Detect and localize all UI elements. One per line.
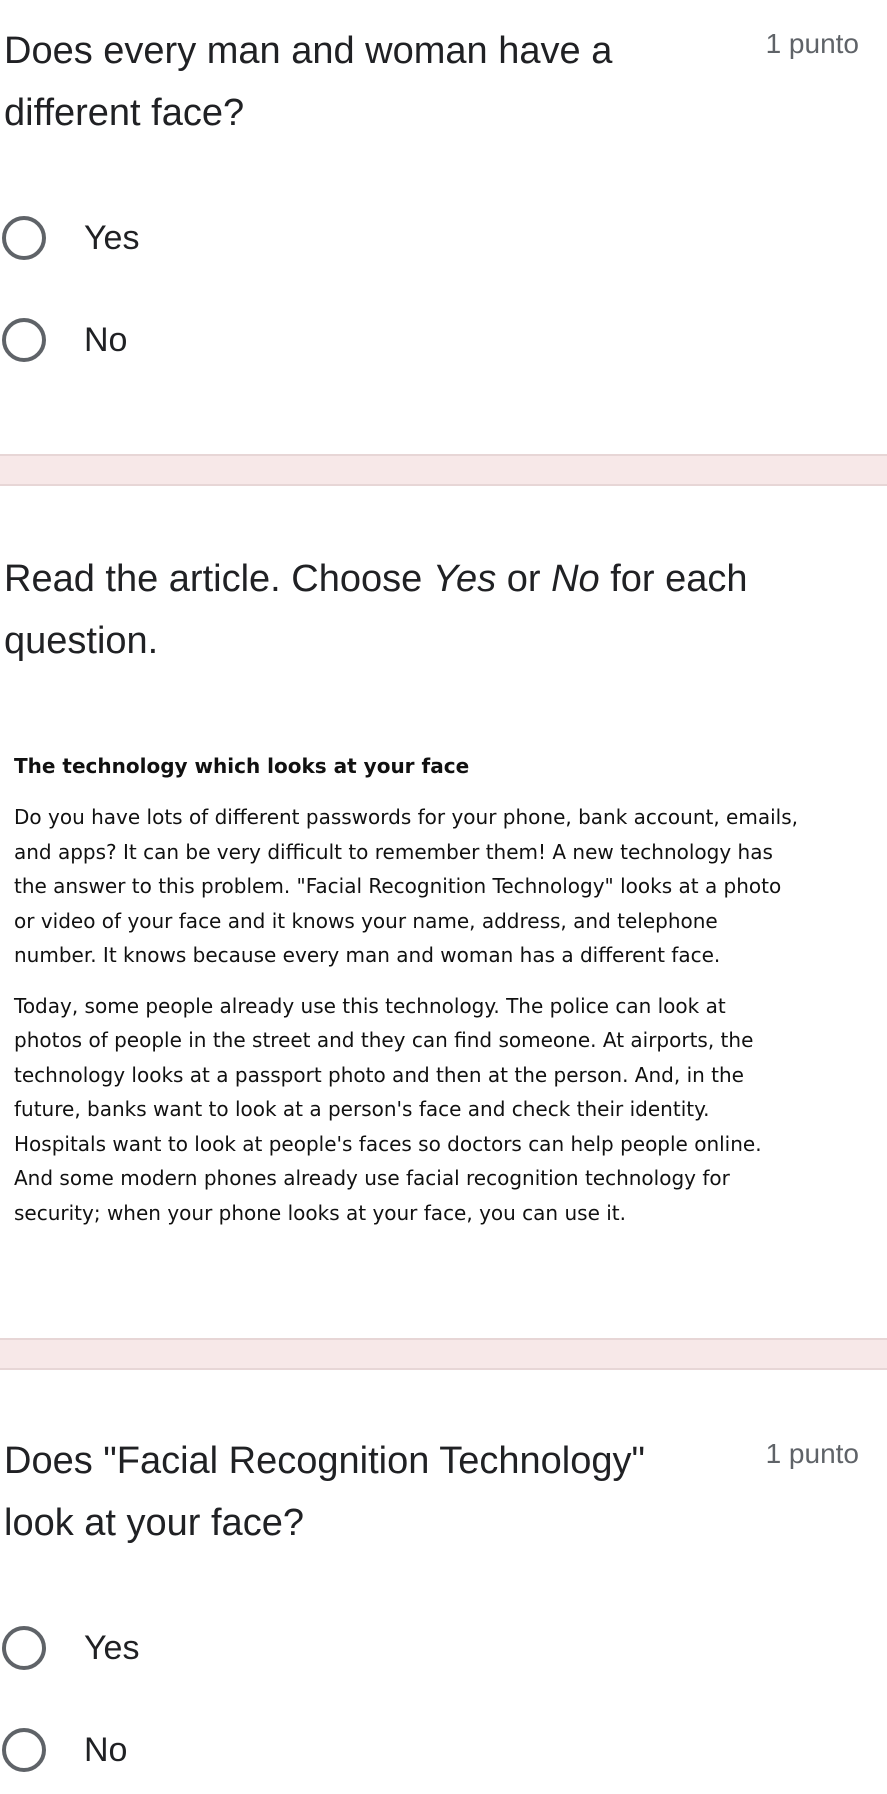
article-line: Do you have lots of different passwords for your phone, bank account, emails,: [14, 805, 798, 829]
question-points: 1 punto: [765, 28, 859, 59]
question-card-2: [0, 1430, 887, 1794]
section-title-text: or: [496, 558, 552, 600]
question-header: [0, 20, 887, 144]
question-title: [4, 1430, 704, 1554]
article-line: future, banks want to look at a person's face and check their identity.: [14, 1097, 710, 1121]
section-divider: [0, 1338, 887, 1370]
section-title-line: question.: [4, 620, 159, 662]
section-divider: [0, 454, 887, 486]
radio-button[interactable]: [2, 216, 46, 260]
section-title-text: for each: [599, 558, 748, 600]
section-title: [4, 548, 864, 672]
option-no[interactable]: [2, 310, 127, 370]
question-title-line: Does every man and woman have a: [4, 30, 613, 72]
article-line: technology looks at a passport photo and then at the person. And, in the: [14, 1062, 744, 1087]
question-title-line: different face?: [4, 92, 245, 134]
article-line: Today, some people already use this technology. The police can look at: [14, 993, 726, 1018]
radio-button[interactable]: [2, 318, 46, 362]
question-points: 1 punto: [765, 1438, 859, 1469]
article-line: or video of your face and it knows your name, address, and telephone: [14, 908, 718, 933]
article-line: the answer to this problem. "Facial Recognition Technology" looks at a photo: [14, 874, 782, 898]
question-title-line: look at your face?: [4, 1502, 304, 1544]
option-no[interactable]: [2, 1720, 127, 1780]
article-line: And some modern phones already use facial recognition technology for: [14, 1166, 730, 1190]
section-title-line: [4, 548, 864, 610]
article-heading: The technology which looks at your face: [14, 754, 470, 778]
article-line: number. It knows because every man and woman has a different face.: [14, 943, 721, 967]
section-title-yes: Yes: [432, 558, 497, 600]
article-line: photos of people in the street and they can find someone. At airports, the: [14, 1028, 754, 1052]
radio-button[interactable]: [2, 1626, 46, 1670]
option-label: No: [84, 320, 128, 359]
article-paragraph-1: [14, 800, 874, 973]
option-yes[interactable]: [2, 208, 139, 268]
section-title-text: Read the article. Choose: [4, 558, 433, 600]
article-line: Hospitals want to look at people's faces so doctors can help people online.: [14, 1131, 762, 1156]
option-label: Yes: [84, 1628, 140, 1667]
article-paragraph-2: [14, 989, 874, 1231]
option-label: No: [84, 1730, 128, 1769]
article-line: and apps? It can be very difficult to remember them! A new technology has: [14, 839, 773, 864]
radio-button[interactable]: [2, 1728, 46, 1772]
question-card-1: [0, 20, 887, 390]
article-image: [14, 754, 874, 1246]
section-article: [0, 548, 887, 1248]
question-title-line: Does "Facial Recognition Technology": [4, 1440, 645, 1482]
section-title-no: No: [551, 558, 600, 600]
option-label: Yes: [84, 218, 140, 257]
question-header: [0, 1430, 887, 1554]
option-yes[interactable]: [2, 1618, 139, 1678]
article-line: security; when your phone looks at your face, you can use it.: [14, 1200, 626, 1225]
question-title: [4, 20, 704, 144]
